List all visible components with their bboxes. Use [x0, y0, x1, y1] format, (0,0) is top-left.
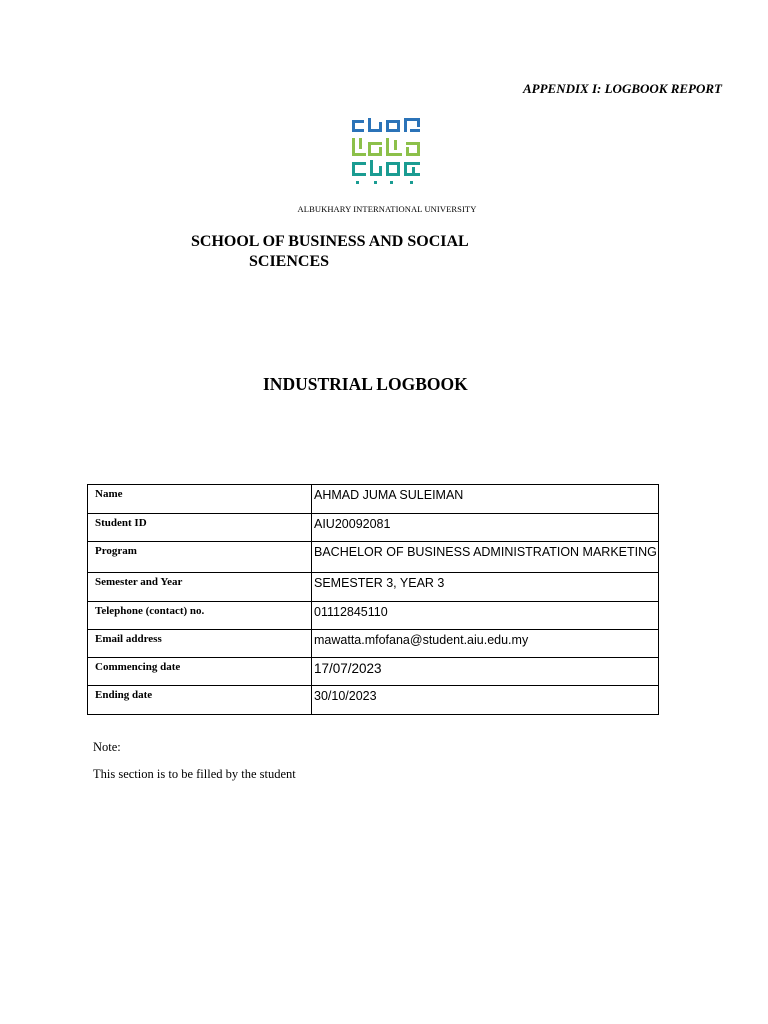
- table-row: [88, 514, 659, 542]
- student-info-table: [87, 484, 659, 715]
- row-label-semester-year: Semester and Year: [88, 573, 312, 602]
- university-logo-icon: [350, 116, 424, 196]
- table-row: [88, 658, 659, 686]
- row-value-email: mawatta.mfofana@student.aiu.edu.my: [312, 630, 659, 658]
- row-value-semester-year: SEMESTER 3, YEAR 3: [312, 573, 659, 602]
- appendix-title: APPENDIX I: LOGBOOK REPORT: [523, 81, 722, 96]
- row-label-email: Email address: [88, 630, 312, 658]
- row-label-telephone: Telephone (contact) no.: [88, 602, 312, 630]
- table-row: [88, 630, 659, 658]
- logo-caption: ALBUKHARY INTERNATIONAL UNIVERSITY: [297, 204, 477, 214]
- university-logo: [294, 116, 480, 216]
- row-label-commencing-date: Commencing date: [88, 658, 312, 686]
- school-name-line-1: SCHOOL OF BUSINESS AND SOCIAL: [191, 233, 469, 250]
- school-name: [191, 232, 469, 272]
- row-label-ending-date: Ending date: [88, 686, 312, 715]
- row-label-name: Name: [88, 485, 312, 514]
- table-row: [88, 573, 659, 602]
- note-text: This section is to be filled by the student: [93, 767, 296, 781]
- note-label: Note:: [93, 740, 121, 754]
- row-label-program: Program: [88, 542, 312, 573]
- table-row: [88, 542, 659, 573]
- row-label-student-id: Student ID: [88, 514, 312, 542]
- table-row: [88, 485, 659, 514]
- document-title: INDUSTRIAL LOGBOOK: [263, 374, 468, 394]
- table-row: [88, 602, 659, 630]
- row-value-ending-date: 30/10/2023: [312, 686, 659, 715]
- school-name-line-2: SCIENCES: [249, 253, 330, 270]
- row-value-commencing-date: 17/07/2023: [312, 658, 659, 686]
- row-value-name: AHMAD JUMA SULEIMAN: [312, 485, 659, 514]
- row-value-student-id: AIU20092081: [312, 514, 659, 542]
- row-value-program: BACHELOR OF BUSINESS ADMINISTRATION MARKETING: [312, 542, 659, 573]
- row-value-telephone: 01112845110: [312, 602, 659, 630]
- table-row: [88, 686, 659, 715]
